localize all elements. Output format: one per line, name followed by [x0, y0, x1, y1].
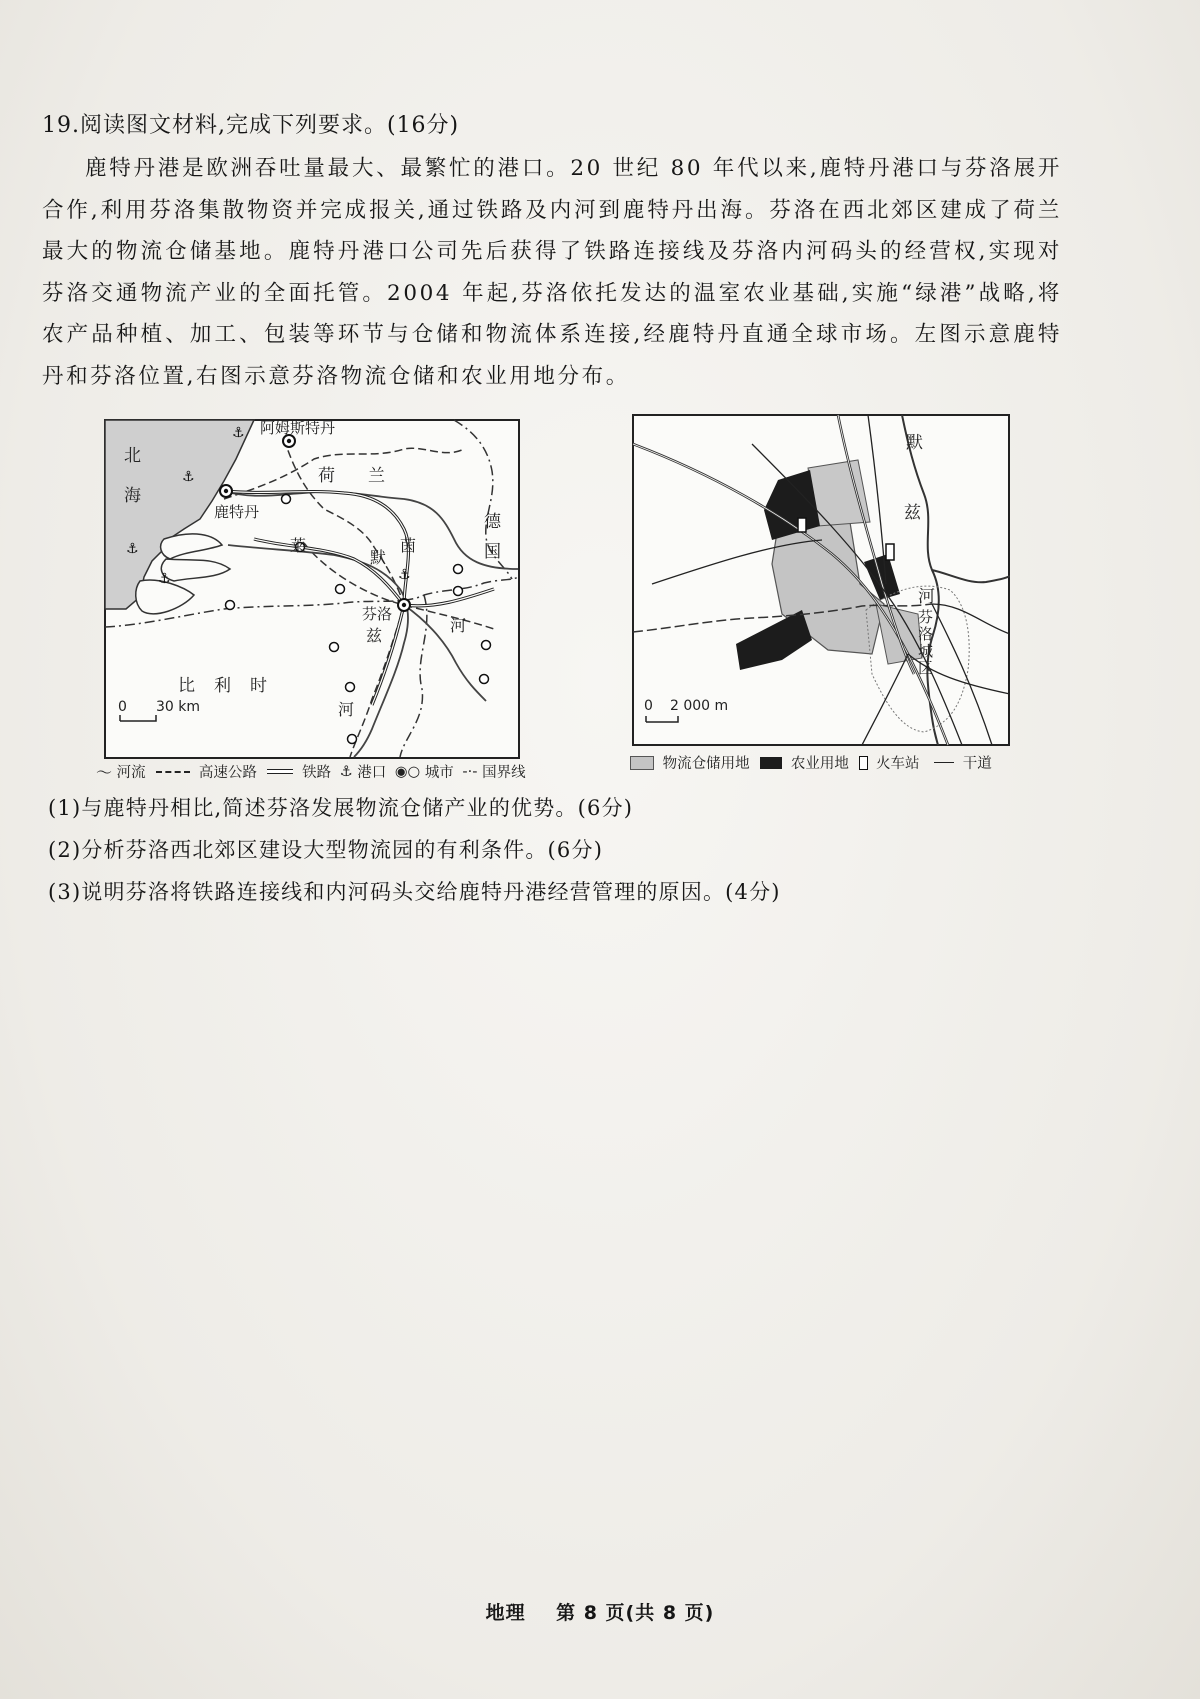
rlabel-venlo-3: 城	[918, 642, 934, 660]
legend-trunk-label: 干道	[962, 756, 992, 772]
legend-river-icon: 〜	[96, 763, 113, 782]
rlabel-maas-3: 河	[918, 587, 935, 607]
rlabel-venlo-4: 区	[918, 659, 934, 677]
svg-text:⚓: ⚓	[182, 469, 195, 485]
legend-agriculture-label: 农业用地	[790, 756, 849, 772]
left-map-svg	[104, 419, 520, 759]
legend-highway-label: 高速公路	[198, 765, 257, 781]
label-netherlands-2: 兰	[368, 466, 385, 486]
label-netherlands-1: 荷	[318, 466, 335, 486]
label-sea-1: 北	[124, 446, 141, 466]
question-title: 19.阅读图文材料,完成下列要求。(16分)	[42, 113, 460, 138]
subquestion-2: (2)分析芬洛西北郊区建设大型物流园的有利条件。(6分)	[48, 838, 604, 862]
svg-text:⚓: ⚓	[232, 425, 245, 441]
label-belgium-3: 时	[250, 676, 267, 696]
rlabel-maas-2: 兹	[904, 503, 921, 523]
svg-text:⚓: ⚓	[126, 541, 139, 557]
legend-highway-icon	[156, 771, 190, 773]
label-rhine-1: 莱	[290, 536, 307, 555]
label-germany-1: 德	[484, 512, 501, 532]
rlabel-maas-1: 默	[906, 433, 923, 453]
legend-agriculture-icon	[760, 757, 782, 769]
legend-railway-icon	[267, 769, 293, 774]
subquestion-1: (1)与鹿特丹相比,简述芬洛发展物流仓储产业的优势。(6分)	[48, 796, 634, 820]
right-scale-zero: 0	[644, 698, 653, 714]
subquestion-3: (3)说明芬洛将铁路连接线和内河码头交给鹿特丹港经营管理的原因。(4分)	[48, 880, 781, 904]
legend-city-label: 城市	[424, 765, 454, 781]
right-scale-value: 2 000 m	[670, 698, 729, 714]
legend-river-label: 河流	[116, 765, 146, 781]
legend-station-icon	[859, 756, 868, 770]
reading-passage: 鹿特丹港是欧洲吞吐量最大、最繁忙的港口。20 世纪 80 年代以来,鹿特丹港口与芬洛展开合作,利用芬洛集散物资并完成报关,通过铁路及内河到鹿特丹出海。芬洛在西北郊区建成了荷兰最大的物流仓储基地。鹿特丹港口公司先后获得了铁路连接线及芬洛内河码头的经营权,实现对芬洛交通物流产业的全面托管。2004 年起,芬洛依托发达的温室农业基础,实施“绿港”战略,将农产品种植、加工、包装等环节与仓储和物流体系连接,经鹿特丹直通全球市场。左图示意鹿特丹和芬洛位置,右图示意芬洛物流仓储和农业用地分布。	[42, 156, 1062, 389]
label-maas-1: 默	[370, 548, 387, 567]
right-map-legend	[630, 752, 992, 773]
label-germany-2: 国	[484, 542, 501, 562]
label-sea-2: 海	[124, 486, 141, 506]
label-rhine-3: 河	[450, 616, 467, 635]
right-map-figure	[632, 414, 1010, 746]
left-scale-zero: 0	[118, 699, 127, 715]
rlabel-venlo-1: 芬	[918, 608, 934, 626]
legend-port-icon: ⚓	[339, 763, 353, 780]
label-belgium-1: 比	[178, 676, 195, 696]
left-map-figure	[104, 419, 520, 759]
svg-text:⚓: ⚓	[158, 571, 171, 587]
legend-railway-label: 铁路	[302, 765, 332, 781]
legend-station-label: 火车站	[876, 756, 920, 772]
label-maas-2: 兹	[366, 626, 383, 645]
label-amsterdam: 阿姆斯特丹	[260, 419, 336, 437]
legend-trunk-icon	[934, 762, 954, 763]
right-map-svg	[632, 414, 1010, 746]
rlabel-venlo-2: 洛	[918, 625, 934, 643]
legend-logistics-icon	[630, 756, 654, 770]
legend-logistics-label: 物流仓储用地	[662, 756, 750, 772]
page-footer: 地理 第 8 页(共 8 页)	[485, 1602, 715, 1624]
legend-border-label: 国界线	[482, 765, 526, 781]
label-rotterdam: 鹿特丹	[214, 503, 260, 521]
label-maas-3: 河	[338, 700, 355, 719]
label-rhine-2: 茵	[400, 536, 417, 555]
legend-port-label: 港口	[357, 765, 387, 781]
label-belgium-2: 利	[214, 676, 231, 696]
left-map-legend	[96, 760, 526, 783]
left-scale-value: 30 km	[156, 699, 201, 715]
legend-city-icon: ◉○	[394, 763, 421, 780]
legend-border-icon: -·-	[462, 763, 478, 780]
label-venlo: 芬洛	[362, 605, 393, 623]
svg-text:⚓: ⚓	[398, 567, 411, 583]
